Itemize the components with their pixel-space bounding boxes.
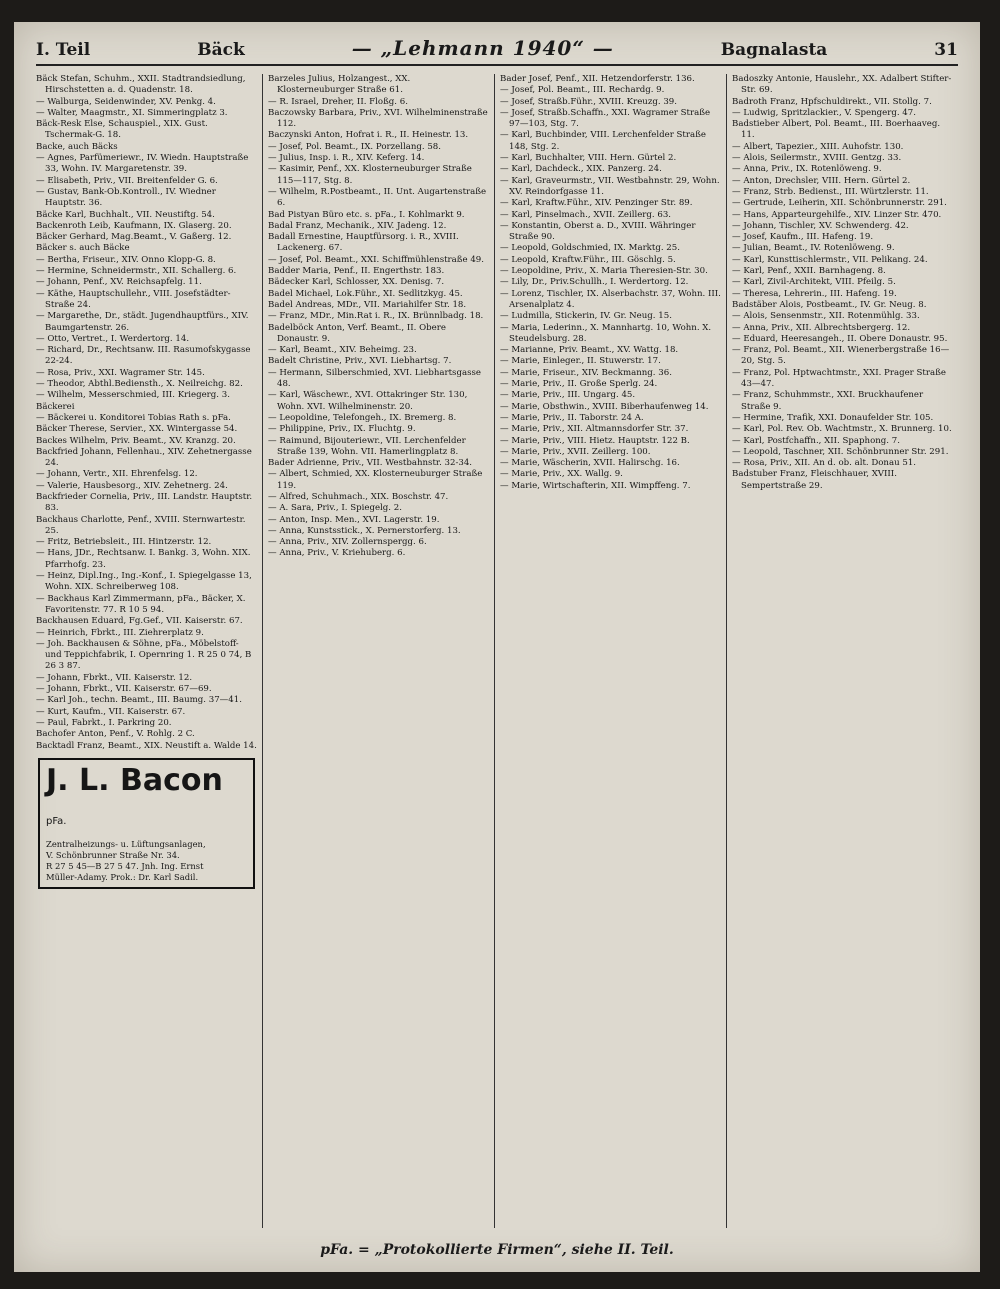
directory-entry: — Josef, Pol. Beamt., III. Rechardg. 9. [500,85,665,96]
directory-entry: Badelböck Anton, Verf. Beamt., II. Obere Donaustr. 9. [268,322,446,344]
directory-entry: — Marie, Priv., XX. Wallg. 9. [500,469,623,480]
directory-entry: Badel Andreas, MDr., VII. Mariahilfer Str. 18. [268,299,467,310]
directory-entry: — Wilhelm, Messerschmied, III. Kriegerg. 3. [36,390,230,401]
directory-entry: — Raimund, Bijouteriewr., VII. Lerchenfelder Straße 139, Wohn. VII. Hamerlingplatz 8. [268,435,466,457]
directory-entry: Bäck Stefan, Schuhm., XXII. Stadtrandsiedlung, Hirschstetten a. d. Quadenstr. 18. [36,74,246,96]
directory-entry: Bachofer Anton, Penf., V. Rohlg. 2 C. [36,729,195,740]
directory-entry: — Richard, Dr., Rechtsanw. III. Rasumofskygasse 22-24. [36,345,251,367]
directory-entry: — Theresa, Lehrerin., III. Hafeng. 19. [732,288,897,299]
ad-line: Müller-Adamy. Prok.: Dr. Karl Sadil. [46,871,199,882]
directory-entry: Badall Ernestine, Hauptfürsorg. i. R., XVIII. Lackenerg. 67. [268,232,459,254]
directory-entry: Backenroth Leib, Kaufmann, IX. Glaserg. 20. [36,220,232,231]
directory-entry: — Rosa, Priv., XII. An d. ob. alt. Donau 51. [732,458,917,469]
directory-entry: — Joh. Backhausen & Söhne, pFa., Möbelstoff- und Teppichfabrik, I. Opernring 1. R 25 0 74, B 26 3 87. [36,638,252,672]
directory-entry: Backe, auch Bäcks [36,141,118,152]
guide-word-right: Bagnalasta [720,40,828,60]
column-4 [726,74,958,1228]
directory-entry: — Alois, Sensenmstr., XII. Rotenmühlg. 33. [732,311,920,322]
directory-entry: — Hans, Apparteurgehilfe., XIV. Linzer Str. 470. [732,209,942,220]
directory-entry: — Kurt, Kaufm., VII. Kaiserstr. 67. [36,706,186,717]
directory-entry: Badstäber Alois, Postbeamt., IV. Gr. Neug. 8. [732,299,927,310]
directory-entry: — Otto, Vertret., I. Werdertorg. 14. [36,333,190,344]
directory-entry: — A. Sara, Priv., I. Spiegelg. 2. [268,503,402,514]
directory-entry: — Valerie, Hausbesorg., XIV. Zehetnerg. 24. [36,480,228,491]
column-3 [494,74,726,1228]
directory-entry: — Karl, Graveurmstr., VII. Westbahnstr. 29, Wohn. XV. Reindorfgasse 11. [500,175,720,197]
directory-entry: — Karl, Buchhalter, VIII. Hern. Gürtel 2. [500,153,677,164]
directory-entry: — Karl, Wäschewr., XVI. Ottakringer Str. 130, Wohn. XVI. Wilhelminenstr. 20. [268,390,468,412]
directory-entry: Bäcker s. auch Bäcke [36,243,130,254]
directory-entry: — Backhaus Karl Zimmermann, pFa., Bäcker, X. Favoritenstr. 77. R 10 5 94. [36,593,246,615]
directory-entry: — Maria, Lederinn., X. Mannhartg. 10, Wohn. X. Steudelsburg. 28. [500,322,712,344]
directory-entry: — Lily, Dr., Priv.Schullh., I. Werdertorg. 12. [500,277,689,288]
directory-entry: Backfried Johann, Fellenhau., XIV. Zehetnergasse 24. [36,446,252,469]
directory-entry: Bader Josef, Penf., XII. Hetzendorferstr. 136. [500,74,695,84]
directory-entry: — Anna, Kunstsstick., X. Pernerstorferg. 13. [268,525,461,536]
directory-entry: Badelt Christine, Priv., XVI. Liebhartsg. 7. [268,356,452,367]
directory-entry: Backtadl Franz, Beamt., XIX. Neustift a. Walde 14. [36,740,257,751]
directory-entry: — Walter, Maagmstr., XI. Simmeringplatz 3. [36,107,228,118]
directory-entry: — Karl, Dachdeck., XIX. Panzerg. 24. [500,164,662,175]
directory-entry: — Alois, Seilermstr., XVIII. Gentzg. 33. [732,153,902,164]
directory-entry: — Josef, Straßb.Führ., XVIII. Kreuzg. 39. [500,96,677,107]
directory-entry: — Hermine, Schneidermstr., XII. Schallerg. 6. [36,266,237,277]
directory-entry: — Lorenz, Tischler, IX. Alserbachstr. 37, Wohn. III. Arsenalplatz 4. [500,288,721,310]
directory-entry: — Josef, Pol. Beamt., IX. Porzellang. 58. [268,141,442,152]
directory-entry: — Franz, Schuhmmstr., XXI. Bruckhaufener Straße 9. [732,390,924,412]
page-header [36,36,958,66]
directory-entry: — Franz, Pol. Hptwachtmstr., XXI. Prager Straße 43—47. [732,367,946,390]
directory-entry: — Bertha, Friseur., XIV. Onno Klopp-G. 8. [36,254,216,265]
directory-entry: — Franz, Pol. Beamt., XII. Wienerbergstraße 16—20, Stg. 5. [732,345,950,367]
directory-entry: — Josef, Pol. Beamt., XXI. Schiffmühlenstraße 49. [268,254,485,265]
advertisement-box [38,758,255,889]
directory-entry: — Franz, MDr., Min.Rat i. R., IX. Brünnlbadg. 18. [268,311,484,322]
directory-entry: — Josef, Kaufm., III. Hafeng. 19. [732,232,874,243]
directory-entry: — Ludwig, Spritzlackier., V. Spengerg. 47. [732,107,916,118]
directory-entry: — Anna, Priv., XIV. Zollernspergg. 6. [268,537,427,548]
column-2 [262,74,494,1228]
page-number: 31 [934,40,958,60]
directory-entry: Badel Michael, Lok.Führ., XI. Sedlitzkyg. 45. [268,288,463,299]
directory-entry: — Marie, Priv., VIII. Hietz. Hauptstr. 122 B. [500,435,690,446]
directory-entry: — Anton, Insp. Men., XVI. Lagerstr. 19. [268,514,440,525]
directory-entry: — Konstantin, Oberst a. D., XVIII. Währinger Straße 90. [500,220,696,243]
guide-word-left: Bäck [197,40,245,60]
directory-entry: Backes Wilhelm, Priv. Beamt., XV. Kranzg. 20. [36,435,236,446]
directory-entry: — Anton, Drechsler, VIII. Hern. Gürtel 2. [732,175,911,186]
directory-entry: — Albert, Schmied, XX. Klosterneuburger Straße 119. [268,469,483,491]
directory-entry: Badroth Franz, Hpfschuldirekt., VII. Stollg. 7. [732,96,932,107]
directory-entry: — Ludmilla, Stickerin, IV. Gr. Neug. 15. [500,311,672,322]
ad-line: V. Schönbrunner Straße Nr. 34. [46,849,180,860]
directory-entry: — Bäckerei u. Konditorei Tobias Rath s. pFa. [36,412,231,423]
directory-entry: — Johann, Tischler, XV. Schwenderg. 42. [732,220,909,231]
directory-entry: — Philippine, Priv., IX. Fluchtg. 9. [268,424,416,435]
directory-entry: — Karl, Postfchaffn., XII. Spaphong. 7. [732,435,900,446]
directory-entry: — Leopold, Goldschmied, IX. Marktg. 25. [500,243,680,254]
directory-entry: — Julian, Beamt., IV. Rotenlöweng. 9. [732,243,895,254]
part-label: I. Teil [36,40,91,60]
directory-entry: — Karl, Pol. Rev. Ob. Wachtmstr., X. Brunnerg. 10. [732,424,952,435]
directory-entry: — Marie, Priv., II. Taborstr. 24 A. [500,412,644,423]
directory-entry: Bäck-Resk Else, Schauspiel., XIX. Gust. Tschermak-G. 18. [36,119,208,141]
directory-entry: — Karl, Penf., XXII. Barnhageng. 8. [732,266,886,277]
directory-entry: — Gertrude, Leiherin, XII. Schönbrunnerstr. 291. [732,198,947,209]
directory-entry: — Marie, Friseur., XIV. Beckmanng. 36. [500,367,672,378]
directory-entry: — Gustav, Bank-Ob.Kontroll., IV. Wiedner Hauptstr. 36. [36,186,216,209]
directory-entry: — Heinrich, Fbrkt., III. Ziehrerplatz 9. [36,627,204,638]
directory-entry: — Anna, Priv., V. Kriehuberg. 6. [268,548,406,559]
directory-entry: — Elisabeth, Priv., VII. Breitenfelder G. 6. [36,175,218,186]
directory-entry: — Leopold, Taschner, XII. Schönbrunner Str. 291. [732,446,949,457]
directory-entry: — Karl, Kunsttischlermstr., VII. Pelikang. 24. [732,254,928,265]
directory-entry: — Josef, Straßb.Schaffn., XXI. Wagramer Straße 97—103, Stg. 7. [500,107,711,130]
directory-entry: — Johann, Fbrkt., VII. Kaiserstr. 12. [36,672,193,683]
directory-entry: — Karl Joh., techn. Beamt., III. Baumg. 37—41. [36,695,242,706]
directory-entry: — Marie, Priv., II. Große Sperlg. 24. [500,379,658,390]
directory-entry: Backfrieder Cornelia, Priv., III. Landstr. Hauptstr. 83. [36,491,253,514]
directory-entry: Bäckerei [36,401,75,412]
directory-entry: Badoszky Antonie, Hauslehr., XX. Adalbert Stifter-Str. 69. [732,74,952,96]
ad-line: Zentralheizungs- u. Lüftungsanlagen, [46,838,206,849]
directory-entry: — Rosa, Priv., XXI. Wagramer Str. 145. [36,367,205,378]
directory-entry: — Karl, Buchbinder, VIII. Lerchenfelder Straße 148, Stg. 2. [500,130,706,152]
directory-entry: — Marie, Wäscherin, XVII. Halirschg. 16. [500,458,680,469]
directory-entry: — Hans, JDr., Rechtsanw. I. Bankg. 3, Wohn. XIX. Pfarrhofg. 23. [36,548,251,570]
directory-entry: — Kasimir, Penf., XX. Klosterneuburger Straße 115—117, Stg. 8. [268,164,472,186]
ad-line: R 27 5 45—B 27 5 47. Jnh. Ing. Ernst [46,860,204,871]
directory-entry: — Alfred, Schuhmach., XIX. Boschstr. 47. [268,491,449,502]
directory-entry: — Johann, Penf., XV. Reichsapfelg. 11. [36,277,202,288]
directory-entry: — Karl, Beamt., XIV. Beheimg. 23. [268,345,417,356]
directory-entry: — Hermann, Silberschmied, XVI. Liebhartsgasse 48. [268,367,481,390]
directory-entry: — Marianne, Priv. Beamt., XV. Wattg. 18. [500,345,679,356]
directory-page [14,22,980,1272]
directory-entry: — Albert, Tapezier., XIII. Auhofstr. 130. [732,141,904,152]
directory-entry: Bäcker Therese, Servier., XX. Wintergasse 54. [36,424,238,435]
directory-entry: — Marie, Einleger., II. Stuwerstr. 17. [500,356,661,367]
directory-entry: — Anna, Priv., XII. Albrechtsbergerg. 12. [732,322,911,333]
directory-entry: — Theodor, Abthl.Bediensth., X. Neilreichg. 82. [36,379,243,390]
directory-entry: Badstuber Franz, Fleischhauer, XVIII. Sempertstraße 29. [732,469,897,491]
directory-entry: — Johann, Fbrkt., VII. Kaiserstr. 67—69. [36,684,212,695]
directory-entry: Bäcke Karl, Buchhalt., VII. Neustiftg. 54. [36,209,215,220]
directory-entry: — Agnes, Parfümeriewr., IV. Wiedn. Hauptstraße 33, Wohn. IV. Margaretenstr. 39. [36,153,249,175]
directory-entry: — Hermine, Trafik, XXI. Donaufelder Str. 105. [732,412,934,423]
directory-entry: — Karl, Zivil-Architekt, VIII. Pfeilg. 5. [732,277,896,288]
directory-entry: Badstieber Albert, Pol. Beamt., III. Boerhaaveg. 11. [732,119,941,141]
directory-entry: — Marie, Obsthwin., XVIII. Biberhaufenweg 14. [500,401,709,412]
ad-company-name: J. L. Bacon pFa. [46,762,223,827]
directory-entry: Backhaus Charlotte, Penf., XVIII. Sternwartestr. 25. [36,514,246,536]
directory-entry: Baczowsky Barbara, Priv., XVI. Wilhelminenstraße 112. [268,107,488,130]
page-footer: pFa. = „Protokollierte Firmen“, siehe II. Teil. [320,1242,674,1258]
directory-entry: — Franz, Strb. Bedienst., III. Würtzlerstr. 11. [732,186,929,197]
directory-entry: Bader Adrienne, Priv., VII. Westbahnstr. 32-34. [268,458,473,469]
directory-entry: — Paul, Fabrkt., I. Parkring 20. [36,717,172,728]
directory-entry: — Marie, Priv., III. Ungarg. 45. [500,390,636,401]
directory-entry: Bäcker Gerhard, Mag.Beamt., V. Gaßerg. 12. [36,232,232,243]
directory-entry: Bad Pistyan Büro etc. s. pFa., I. Kohlmarkt 9. [268,209,465,220]
directory-entry: — Marie, Priv., XII. Altmannsdorfer Str. 37. [500,424,689,435]
directory-entry: — Karl, Kraftw.Führ., XIV. Penzinger Str. 89. [500,198,693,209]
directory-entry: Baczynski Anton, Hofrat i. R., II. Heinestr. 13. [268,130,469,141]
column-1 [36,74,262,1228]
publication-title: — „Lehmann 1940“ — [351,36,614,60]
directory-entry: — Julius, Insp. i. R., XIV. Keferg. 14. [268,153,425,164]
directory-entry: — Leopold, Kraftw.Führ., III. Göschlg. 5. [500,254,676,265]
directory-entry: — R. Israel, Dreher, II. Floßg. 6. [268,96,408,107]
columns [36,74,958,1228]
directory-entry: Badder Maria, Penf., II. Engerthstr. 183. [268,266,445,277]
directory-entry: — Marie, Wirtschafterin, XII. Wimpffeng. 7. [500,480,691,491]
directory-entry: — Leopoldine, Telefongeh., IX. Bremerg. 8. [268,412,457,423]
directory-entry: Barzeles Julius, Holzangest., XX. Klosterneuburger Straße 61. [268,74,411,96]
directory-entry: — Johann, Vertr., XII. Ehrenfelsg. 12. [36,469,198,480]
directory-entry: Backhausen Eduard, Fg.Gef., VII. Kaiserstr. 67. [36,616,243,627]
directory-entry: Bädecker Karl, Schlosser, XX. Denisg. 7. [268,277,445,288]
directory-entry: — Anna, Priv., IX. Rotenlöweng. 9. [732,164,882,175]
directory-entry: — Marie, Priv., XVII. Zeillerg. 100. [500,446,651,457]
directory-entry: — Käthe, Hauptschullehr., VIII. Josefstädter-Straße 24. [36,288,231,310]
directory-entry: Badal Franz, Mechanik., XIV. Jadeng. 12. [268,220,447,231]
directory-entry: — Wilhelm, R.Postbeamt., II. Unt. Augartenstraße 6. [268,186,487,209]
directory-entry: — Leopoldine, Priv., X. Maria Theresien-Str. 30. [500,266,708,277]
directory-entry: — Karl, Pinselmach., XVII. Zeillerg. 63. [500,209,672,220]
directory-entry: — Fritz, Betriebsleit., III. Hintzerstr. 12. [36,537,212,548]
directory-entry: — Eduard, Heeresangeh., II. Obere Donaustr. 95. [732,333,948,344]
directory-entry: — Heinz, Dipl.Ing., Ing.-Konf., I. Spiegelgasse 13, Wohn. XIX. Schreiberweg 108. [36,571,252,593]
directory-entry: — Margarethe, Dr., städt. Jugendhauptfürs., XIV. Baumgartenstr. 26. [36,311,249,333]
directory-entry: — Walburga, Seidenwinder, XV. Penkg. 4. [36,96,216,107]
